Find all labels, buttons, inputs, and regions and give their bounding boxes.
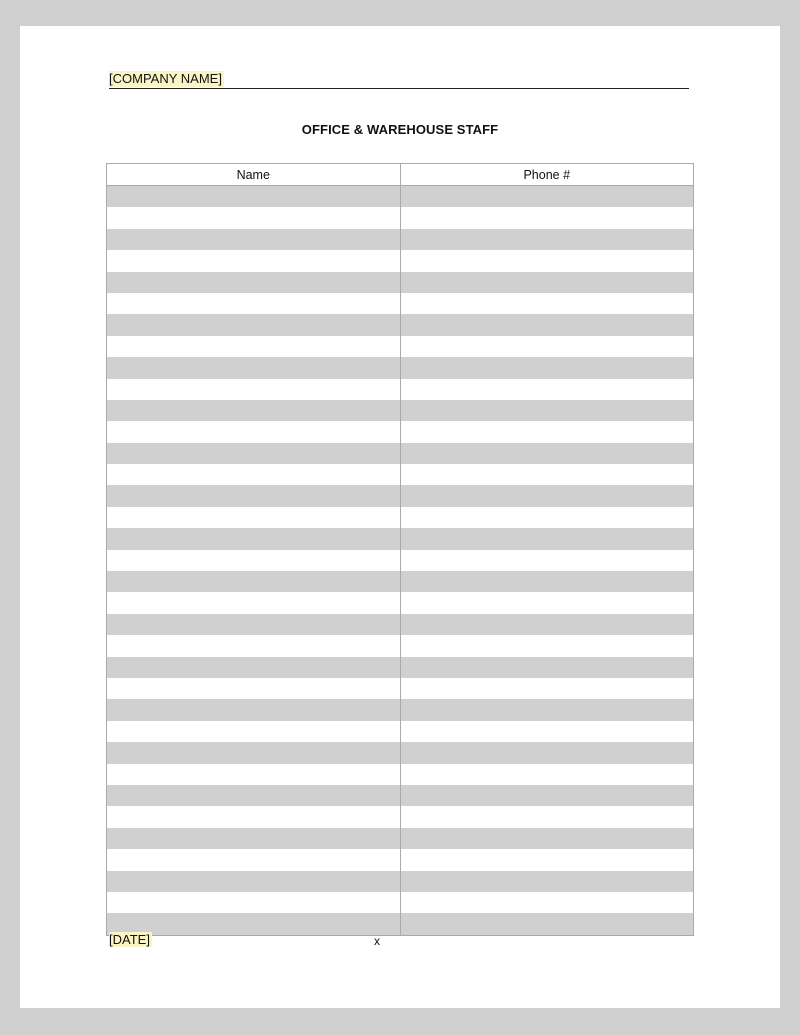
- table-row: [107, 336, 694, 357]
- phone-cell[interactable]: [400, 507, 694, 528]
- name-cell[interactable]: [107, 871, 401, 892]
- name-cell[interactable]: [107, 828, 401, 849]
- name-cell[interactable]: [107, 678, 401, 699]
- staff-table: [106, 163, 694, 936]
- table-row: [107, 913, 694, 935]
- name-cell[interactable]: [107, 485, 401, 506]
- column-header-phone: Phone #: [400, 164, 694, 186]
- name-cell[interactable]: [107, 550, 401, 571]
- name-cell[interactable]: [107, 742, 401, 763]
- name-cell[interactable]: [107, 849, 401, 870]
- phone-cell[interactable]: [400, 913, 694, 935]
- phone-cell[interactable]: [400, 400, 694, 421]
- date-field[interactable]: [DATE]: [109, 932, 150, 947]
- phone-cell[interactable]: [400, 464, 694, 485]
- table-row: [107, 849, 694, 870]
- name-cell[interactable]: [107, 464, 401, 485]
- table-row: [107, 764, 694, 785]
- phone-cell[interactable]: [400, 657, 694, 678]
- table-row: [107, 635, 694, 656]
- name-cell[interactable]: [107, 806, 401, 827]
- name-cell[interactable]: [107, 785, 401, 806]
- name-cell[interactable]: [107, 443, 401, 464]
- phone-cell[interactable]: [400, 635, 694, 656]
- phone-cell[interactable]: [400, 250, 694, 271]
- name-cell[interactable]: [107, 614, 401, 635]
- document-page: [20, 26, 780, 1008]
- table-row: [107, 742, 694, 763]
- phone-cell[interactable]: [400, 485, 694, 506]
- table-row: [107, 892, 694, 913]
- table-row: [107, 592, 694, 613]
- table-row: [107, 678, 694, 699]
- table-row: [107, 421, 694, 442]
- phone-cell[interactable]: [400, 785, 694, 806]
- phone-cell[interactable]: [400, 592, 694, 613]
- table-row: [107, 721, 694, 742]
- name-cell[interactable]: [107, 250, 401, 271]
- phone-cell[interactable]: [400, 550, 694, 571]
- name-cell[interactable]: [107, 635, 401, 656]
- phone-cell[interactable]: [400, 699, 694, 720]
- table-row: [107, 657, 694, 678]
- name-cell[interactable]: [107, 528, 401, 549]
- table-row: [107, 528, 694, 549]
- phone-cell[interactable]: [400, 272, 694, 293]
- name-cell[interactable]: [107, 892, 401, 913]
- name-cell[interactable]: [107, 592, 401, 613]
- table-row: [107, 207, 694, 228]
- table-row: [107, 699, 694, 720]
- name-cell[interactable]: [107, 207, 401, 228]
- phone-cell[interactable]: [400, 293, 694, 314]
- name-cell[interactable]: [107, 421, 401, 442]
- phone-cell[interactable]: [400, 336, 694, 357]
- name-cell[interactable]: [107, 764, 401, 785]
- name-cell[interactable]: [107, 657, 401, 678]
- phone-cell[interactable]: [400, 229, 694, 250]
- phone-cell[interactable]: [400, 678, 694, 699]
- phone-cell[interactable]: [400, 721, 694, 742]
- name-cell[interactable]: [107, 357, 401, 378]
- table-row: [107, 806, 694, 827]
- name-cell[interactable]: [107, 186, 401, 208]
- phone-cell[interactable]: [400, 849, 694, 870]
- column-header-name: Name: [107, 164, 401, 186]
- table-row: [107, 614, 694, 635]
- phone-cell[interactable]: [400, 828, 694, 849]
- name-cell[interactable]: [107, 272, 401, 293]
- name-cell[interactable]: [107, 293, 401, 314]
- name-cell[interactable]: [107, 507, 401, 528]
- phone-cell[interactable]: [400, 357, 694, 378]
- phone-cell[interactable]: [400, 571, 694, 592]
- name-cell[interactable]: [107, 379, 401, 400]
- table-row: [107, 828, 694, 849]
- phone-cell[interactable]: [400, 379, 694, 400]
- name-cell[interactable]: [107, 721, 401, 742]
- table-row: [107, 379, 694, 400]
- phone-cell[interactable]: [400, 314, 694, 335]
- phone-cell[interactable]: [400, 742, 694, 763]
- phone-cell[interactable]: [400, 443, 694, 464]
- name-cell[interactable]: [107, 229, 401, 250]
- table-row: [107, 443, 694, 464]
- table-row: [107, 550, 694, 571]
- company-header: [109, 70, 689, 89]
- staff-table-body: [107, 186, 694, 936]
- footer-mark: x: [374, 934, 380, 948]
- phone-cell[interactable]: [400, 186, 694, 208]
- phone-cell[interactable]: [400, 207, 694, 228]
- name-cell[interactable]: [107, 314, 401, 335]
- table-row: [107, 871, 694, 892]
- name-cell[interactable]: [107, 699, 401, 720]
- phone-cell[interactable]: [400, 892, 694, 913]
- table-row: [107, 293, 694, 314]
- phone-cell[interactable]: [400, 528, 694, 549]
- table-header-row: [107, 164, 694, 186]
- table-row: [107, 571, 694, 592]
- table-row: [107, 357, 694, 378]
- table-row: [107, 400, 694, 421]
- phone-cell[interactable]: [400, 614, 694, 635]
- phone-cell[interactable]: [400, 764, 694, 785]
- page-title: OFFICE & WAREHOUSE STAFF: [301, 122, 499, 137]
- name-cell[interactable]: [107, 336, 401, 357]
- company-name-field[interactable]: [COMPANY NAME]: [109, 71, 222, 86]
- table-row: [107, 186, 694, 208]
- phone-cell[interactable]: [400, 806, 694, 827]
- table-row: [107, 785, 694, 806]
- table-row: [107, 272, 694, 293]
- table-row: [107, 464, 694, 485]
- table-row: [107, 507, 694, 528]
- table-row: [107, 314, 694, 335]
- name-cell[interactable]: [107, 571, 401, 592]
- phone-cell[interactable]: [400, 871, 694, 892]
- table-row: [107, 250, 694, 271]
- table-row: [107, 485, 694, 506]
- name-cell[interactable]: [107, 400, 401, 421]
- table-row: [107, 229, 694, 250]
- phone-cell[interactable]: [400, 421, 694, 442]
